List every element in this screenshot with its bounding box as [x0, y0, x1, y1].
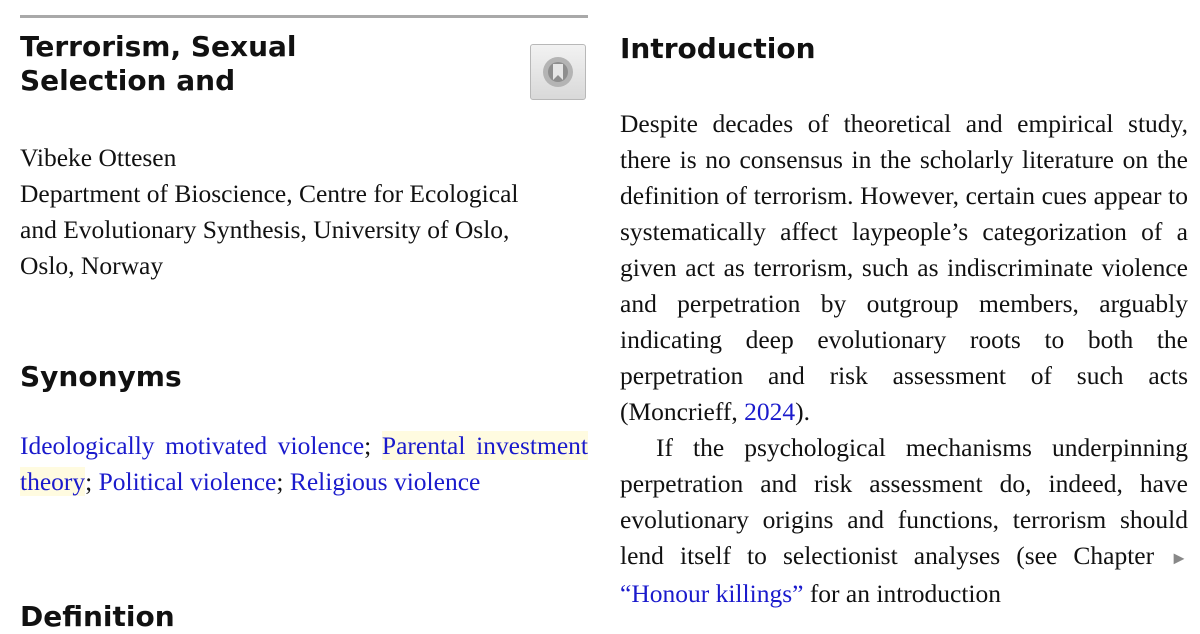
- paragraph-text: Despite decades of theoretical and empirical study, there is no consensus in the scholarly literature on the definition of terrorism. However, certain cues appear to systematically affect laypeople’s categorization of a given act as terrorism, such as indiscriminate violence and perpetration by outgroup members, arguably indicating deep evolutionary roots to both the perpetration and risk assessment of such acts (Moncrieff,: [620, 109, 1188, 426]
- author-block: [20, 140, 588, 284]
- top-rule: [20, 15, 588, 18]
- crossmark-button[interactable]: [530, 44, 586, 100]
- article-title: Terrorism, Sexual Selection and: [20, 30, 297, 97]
- synonym-link-religious-violence[interactable]: Religious violence: [289, 467, 481, 496]
- introduction-body: [620, 106, 1188, 612]
- affiliation-line: and Evolutionary Synthesis, University of Oslo,: [20, 215, 510, 244]
- chapter-arrow-icon: ►: [1170, 548, 1188, 568]
- crossmark-icon: [541, 55, 575, 89]
- introduction-heading: Introduction: [620, 32, 816, 65]
- affiliation-line: Oslo, Norway: [20, 251, 164, 280]
- synonym-separator: ;: [276, 467, 290, 496]
- citation-link-2024[interactable]: 2024: [744, 397, 796, 426]
- paragraph-text: ).: [795, 397, 811, 426]
- paragraph-text: for an introduction: [803, 579, 1002, 608]
- intro-paragraph-1: [620, 106, 1188, 430]
- synonym-separator: ;: [85, 467, 99, 496]
- synonyms-heading: Synonyms: [20, 360, 182, 393]
- synonym-separator: ;: [364, 431, 382, 460]
- paragraph-text: If the psychological mechanisms underpinning perpetration and risk assessment do, indeed, have evolutionary origins and functions, terrorism should lend itself to selectionist analyses (see Chapter: [620, 433, 1188, 570]
- synonyms-list: [20, 428, 588, 500]
- left-column: [20, 30, 588, 496]
- affiliation-line: Department of Bioscience, Centre for Ecological: [20, 179, 519, 208]
- synonym-link-political-violence[interactable]: Political violence: [98, 467, 277, 496]
- author-name: Vibeke Ottesen: [20, 143, 177, 172]
- definition-heading-partial: Definition: [20, 600, 175, 633]
- synonym-link-ideologically-motivated-violence[interactable]: Ideologically motivated violence: [20, 431, 365, 460]
- intro-paragraph-2: [620, 430, 1188, 612]
- synonym-link-parental-investment-theory[interactable]: Parental investment theory: [20, 431, 588, 496]
- chapter-link-honour-killings[interactable]: “Honour killings”: [620, 579, 804, 608]
